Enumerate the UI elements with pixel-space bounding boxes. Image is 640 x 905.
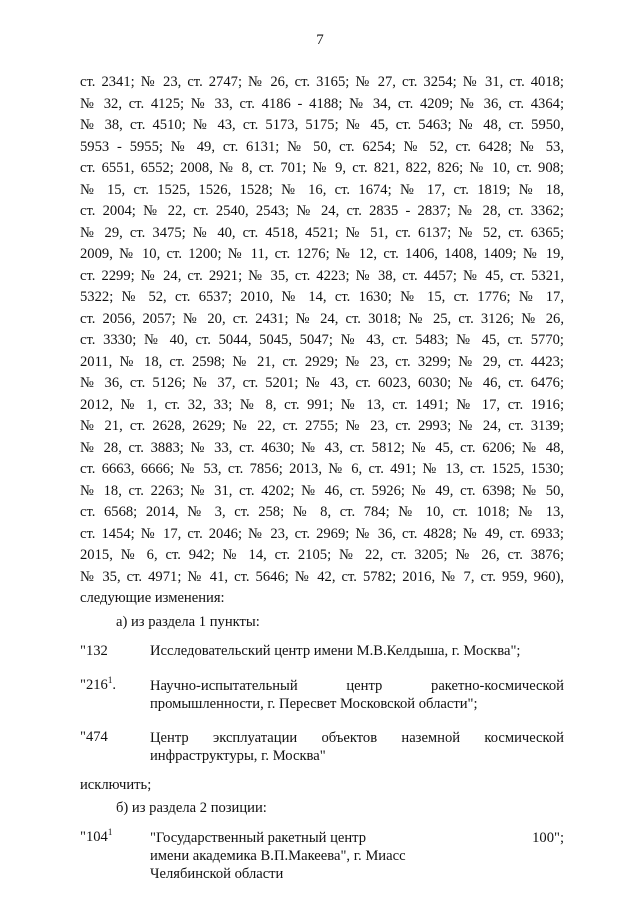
document-body (80, 72, 564, 887)
text-line: 2009, № 10, ст. 1200; № 11, ст. 1276; № 12, ст. 1406, 1408, 1409; № 19, (80, 246, 564, 262)
section-a-heading: а) из раздела 1 пункты: (116, 613, 260, 630)
item-text-line: Челябинской области (150, 866, 284, 882)
item-number: "132 (80, 643, 108, 659)
references-paragraph (80, 72, 564, 588)
item-number: "$104^1$ (80, 827, 113, 845)
text-line: 5322; № 52, ст. 6537; 2010, № 14, ст. 1630; № 15, ст. 1776; № 17, (80, 289, 564, 305)
text-line: № 38, ст. 4510; № 43, ст. 5173, 5175; № 45, ст. 5463; № 48, ст. 5950, (80, 117, 564, 133)
text-line: 2015, № 6, ст. 942; № 14, ст. 2105; № 22, ст. 3205; № 26, ст. 3876; (80, 547, 564, 563)
text-line: 2012, № 1, ст. 32, 33; № 8, ст. 991; № 13, ст. 1491; № 17, ст. 1916; (80, 396, 564, 413)
text-line: ст. 2004; № 22, ст. 2540, 2543; № 24, ст. 2835 - 2837; № 28, ст. 3362; (80, 203, 564, 219)
item-text-line: "Государственный ракетный центр (150, 830, 367, 846)
text-line: ст. 2299; № 24, ст. 2921; № 35, ст. 4223; № 38, ст. 4457; № 45, ст. 5321, (80, 267, 564, 284)
text-line: ст. 2341; № 23, ст. 2747; № 26, ст. 3165; № 27, ст. 3254; № 31, ст. 4018; (80, 74, 564, 90)
text-line: ст. 3330; № 40, ст. 5044, 5045, 5047; № 43, ст. 5483; № 45, ст. 5770; (80, 332, 564, 348)
item-number: "474 (80, 729, 108, 745)
text-line: 2011, № 18, ст. 2598; № 21, ст. 2929; № 23, ст. 3299; № 29, ст. 4423; (80, 353, 564, 370)
text-line: № 28, ст. 3883; № 33, ст. 4630; № 43, ст. 5812; № 45, ст. 6206; № 48, (80, 439, 564, 456)
item-474 (80, 729, 564, 769)
item-value: 100"; (532, 830, 564, 846)
exclude-line: исключить; (80, 777, 152, 793)
item-text: Исследовательский центр имени М.В.Келдыша, г. Москва"; (150, 643, 521, 659)
section-b-heading: б) из раздела 2 позиции: (116, 799, 267, 816)
superscript: 1 (107, 675, 113, 686)
item-text (150, 677, 564, 713)
item-104 (80, 829, 564, 887)
text-line: № 18, ст. 2263; № 31, ст. 4202; № 46, ст. 5926; № 49, ст. 6398; № 50, (80, 482, 564, 499)
item-text (150, 729, 564, 765)
item-text-line: Центр эксплуатации объектов наземной космической (150, 730, 564, 746)
intro-line: следующие изменения: (80, 590, 225, 606)
item-216 (80, 677, 564, 717)
text-line: № 29, ст. 3475; № 40, ст. 4518, 4521; № 51, ст. 6137; № 52, ст. 6365; (80, 224, 564, 241)
text-line: № 32, ст. 4125; № 33, ст. 4186 - 4188; № 34, ст. 4209; № 36, ст. 4364; (80, 95, 564, 112)
text-line: ст. 2056, 2057; № 20, ст. 2431; № 24, ст. 3018; № 25, ст. 3126; № 26, (80, 310, 564, 327)
item-text-line: инфраструктуры, г. Москва" (150, 748, 326, 764)
text-line: 5953 - 5955; № 49, ст. 6131; № 50, ст. 6254; № 52, ст. 6428; № 53, (80, 138, 564, 155)
text-line: № 15, ст. 1525, 1526, 1528; № 16, ст. 1674; № 17, ст. 1819; № 18, (80, 181, 564, 198)
item-132 (80, 643, 564, 665)
text-line: № 36, ст. 5126; № 37, ст. 5201; № 43, ст. 6023, 6030; № 46, ст. 6476; (80, 375, 564, 391)
text-line: ст. 6663, 6666; № 53, ст. 7856; 2013, № 6, ст. 491; № 13, ст. 1525, 1530; (80, 461, 564, 477)
text-line: ст. 6568; 2014, № 3, ст. 258; № 8, ст. 784; № 10, ст. 1018; № 13, (80, 504, 564, 520)
text-line: ст. 6551, 6552; 2008, № 8, ст. 701; № 9, ст. 821, 822, 826; № 10, ст. 908; (80, 160, 564, 176)
text-line: ст. 1454; № 17, ст. 2046; № 23, ст. 2969; № 36, ст. 4828; № 49, ст. 6933; (80, 525, 564, 542)
text-line: № 21, ст. 2628, 2629; № 22, ст. 2755; № 23, ст. 2993; № 24, ст. 3139; (80, 418, 564, 434)
item-text-line: имени академика В.П.Макеева", г. Миасс (150, 848, 406, 864)
item-number: "$216^1$. (80, 675, 117, 693)
superscript: 1 (107, 827, 113, 838)
item-text-line: промышленности, г. Пересвет Московской области"; (150, 696, 478, 712)
item-text (150, 829, 406, 883)
page-number: 7 (316, 32, 324, 48)
text-line: № 35, ст. 4971; № 41, ст. 5646; № 42, ст. 5782; 2016, № 7, ст. 959, 960), (80, 568, 564, 585)
item-text-line: Научно-испытательный центр ракетно-космической (150, 678, 564, 694)
